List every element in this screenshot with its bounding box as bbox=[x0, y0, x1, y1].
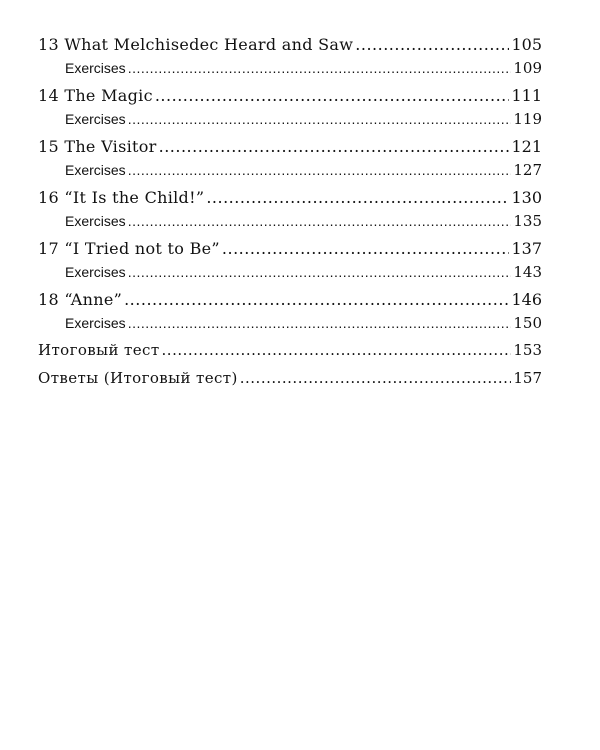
toc-exercises-13[interactable] bbox=[38, 58, 542, 82]
exercises-page-number: 135 bbox=[513, 212, 542, 230]
chapter-page-number: 121 bbox=[511, 137, 542, 156]
chapter-page-number: 146 bbox=[511, 290, 542, 309]
exercises-label: Exercises bbox=[65, 111, 126, 127]
chapter-page-number: 111 bbox=[511, 86, 542, 105]
toc-answers[interactable] bbox=[38, 365, 542, 392]
toc-exercises-15[interactable] bbox=[38, 160, 542, 184]
dot-leader bbox=[124, 286, 509, 313]
final-test-title: Итоговый тест bbox=[38, 341, 160, 359]
exercises-label: Exercises bbox=[65, 315, 126, 331]
dot-leader bbox=[128, 262, 512, 282]
chapter-number: 16 bbox=[38, 188, 59, 207]
chapter-heading bbox=[38, 31, 353, 58]
chapter-page-number: 137 bbox=[511, 239, 542, 258]
toc-chapter-14[interactable] bbox=[38, 82, 542, 109]
chapter-heading bbox=[38, 235, 220, 262]
chapter-title: The Visitor bbox=[64, 137, 157, 156]
toc-exercises-18[interactable] bbox=[38, 313, 542, 337]
dot-leader bbox=[162, 337, 512, 364]
toc-chapter-15[interactable] bbox=[38, 133, 542, 160]
chapter-number: 14 bbox=[38, 86, 59, 105]
chapter-number: 15 bbox=[38, 137, 59, 156]
dot-leader bbox=[206, 184, 509, 211]
chapter-title: The Magic bbox=[64, 86, 153, 105]
toc-exercises-16[interactable] bbox=[38, 211, 542, 235]
table-of-contents bbox=[38, 31, 542, 392]
answers-title: Ответы (Итоговый тест) bbox=[38, 369, 238, 387]
exercises-page-number: 150 bbox=[513, 314, 542, 332]
chapter-heading bbox=[38, 184, 204, 211]
dot-leader bbox=[128, 313, 512, 333]
chapter-heading bbox=[38, 286, 122, 313]
chapter-title: What Melchisedec Heard and Saw bbox=[64, 35, 354, 54]
dot-leader bbox=[355, 31, 509, 58]
chapter-page-number: 105 bbox=[511, 35, 542, 54]
toc-chapter-13[interactable] bbox=[38, 31, 542, 58]
chapter-heading bbox=[38, 82, 153, 109]
exercises-label: Exercises bbox=[65, 162, 126, 178]
exercises-page-number: 119 bbox=[513, 110, 542, 128]
chapter-number: 18 bbox=[38, 290, 59, 309]
exercises-label: Exercises bbox=[65, 213, 126, 229]
chapter-page-number: 130 bbox=[511, 188, 542, 207]
toc-exercises-14[interactable] bbox=[38, 109, 542, 133]
chapter-title: “It Is the Child!” bbox=[64, 188, 205, 207]
dot-leader bbox=[240, 365, 512, 392]
dot-leader bbox=[128, 109, 512, 129]
toc-exercises-17[interactable] bbox=[38, 262, 542, 286]
toc-final-test[interactable] bbox=[38, 337, 542, 364]
dot-leader bbox=[128, 58, 512, 78]
final-test-page-number: 153 bbox=[513, 341, 542, 359]
exercises-label: Exercises bbox=[65, 60, 126, 76]
exercises-page-number: 109 bbox=[513, 59, 542, 77]
exercises-label: Exercises bbox=[65, 264, 126, 280]
dot-leader bbox=[222, 235, 510, 262]
exercises-page-number: 127 bbox=[513, 161, 542, 179]
dot-leader bbox=[159, 133, 510, 160]
chapter-title: “Anne” bbox=[64, 290, 123, 309]
chapter-heading bbox=[38, 133, 157, 160]
exercises-page-number: 143 bbox=[513, 263, 542, 281]
answers-page-number: 157 bbox=[513, 369, 542, 387]
chapter-title: “I Tried not to Be” bbox=[64, 239, 220, 258]
dot-leader bbox=[128, 160, 512, 180]
toc-chapter-16[interactable] bbox=[38, 184, 542, 211]
chapter-number: 13 bbox=[38, 35, 59, 54]
dot-leader bbox=[128, 211, 512, 231]
chapter-number: 17 bbox=[38, 239, 59, 258]
toc-chapter-17[interactable] bbox=[38, 235, 542, 262]
toc-chapter-18[interactable] bbox=[38, 286, 542, 313]
dot-leader bbox=[155, 82, 510, 109]
